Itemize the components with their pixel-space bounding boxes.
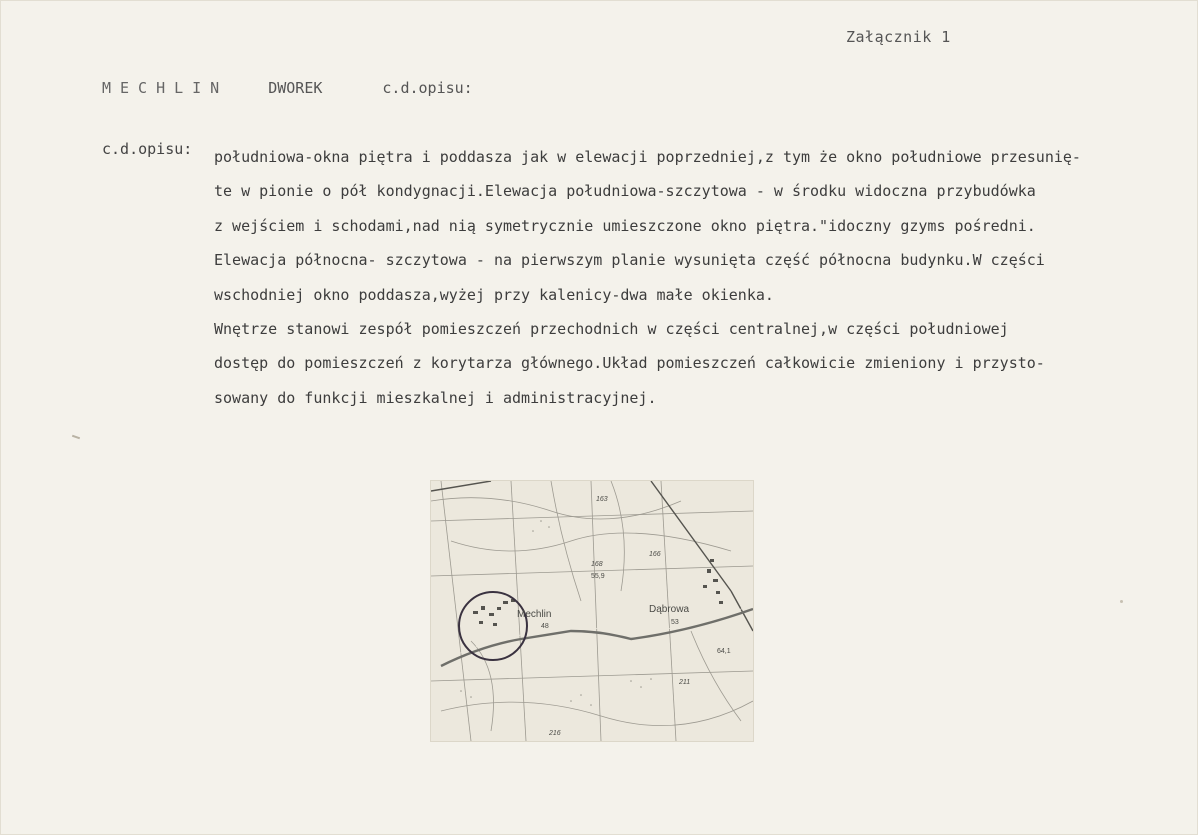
- description-line: Wnętrze stanowi zespół pomieszczeń przechodnich w części centralnej,w części południowej: [214, 320, 1009, 339]
- description-label: c.d.opisu:: [102, 140, 193, 158]
- map-label-mechlin-height: 48: [541, 623, 549, 630]
- description-line: z wejściem i schodami,nad nią symetrycznie umieszczone okno piętra."idoczny gzyms pośredni.: [214, 216, 1036, 235]
- map-label-dabrowa-height: 53: [671, 619, 679, 626]
- description-text: [214, 140, 1174, 415]
- description-line: wschodniej okno poddasza,wyżej przy kalenicy-dwa małe okienka.: [214, 285, 774, 304]
- record-header: [102, 79, 473, 97]
- description-line: te w pionie o pół kondygnacji.Elewacja południowa-szczytowa - w środku widoczna przybudówka: [214, 182, 1036, 201]
- description-line: sowany do funkcji mieszkalnej i administracyjnej.: [214, 388, 657, 407]
- paper-mark: [72, 435, 80, 440]
- map-label-spot: 163: [596, 496, 608, 503]
- continuation-label: c.d.opisu:: [382, 79, 473, 97]
- place-name: MECHLIN: [102, 79, 229, 97]
- paper-speck: [1120, 600, 1123, 603]
- map-label-spot: 216: [549, 730, 561, 737]
- object-type: DWOREK: [268, 79, 323, 97]
- map-label-spot: 168: [591, 561, 603, 568]
- map-label-spot: 211: [679, 679, 691, 686]
- map-label-spot: 166: [649, 551, 661, 558]
- description-line: Elewacja północna- szczytowa - na pierwszym planie wysunięta część północna budynku.W części: [214, 251, 1045, 270]
- map-label-spot: 64,1: [717, 648, 731, 655]
- map-label-mechlin: Mechlin: [517, 609, 552, 620]
- topographic-map: [431, 481, 753, 741]
- annex-label: Załącznik 1: [846, 28, 951, 46]
- description-line: dostęp do pomieszczeń z korytarza głównego.Układ pomieszczeń całkowicie zmieniony i przysto-: [214, 354, 1045, 373]
- map-label-spot: 55,9: [591, 573, 605, 580]
- description-line: południowa-okna piętra i poddasza jak w elewacji poprzedniej,z tym że okno południowe przesunię-: [214, 148, 1081, 166]
- location-map: [431, 481, 753, 741]
- map-label-dabrowa: Dąbrowa: [649, 604, 690, 615]
